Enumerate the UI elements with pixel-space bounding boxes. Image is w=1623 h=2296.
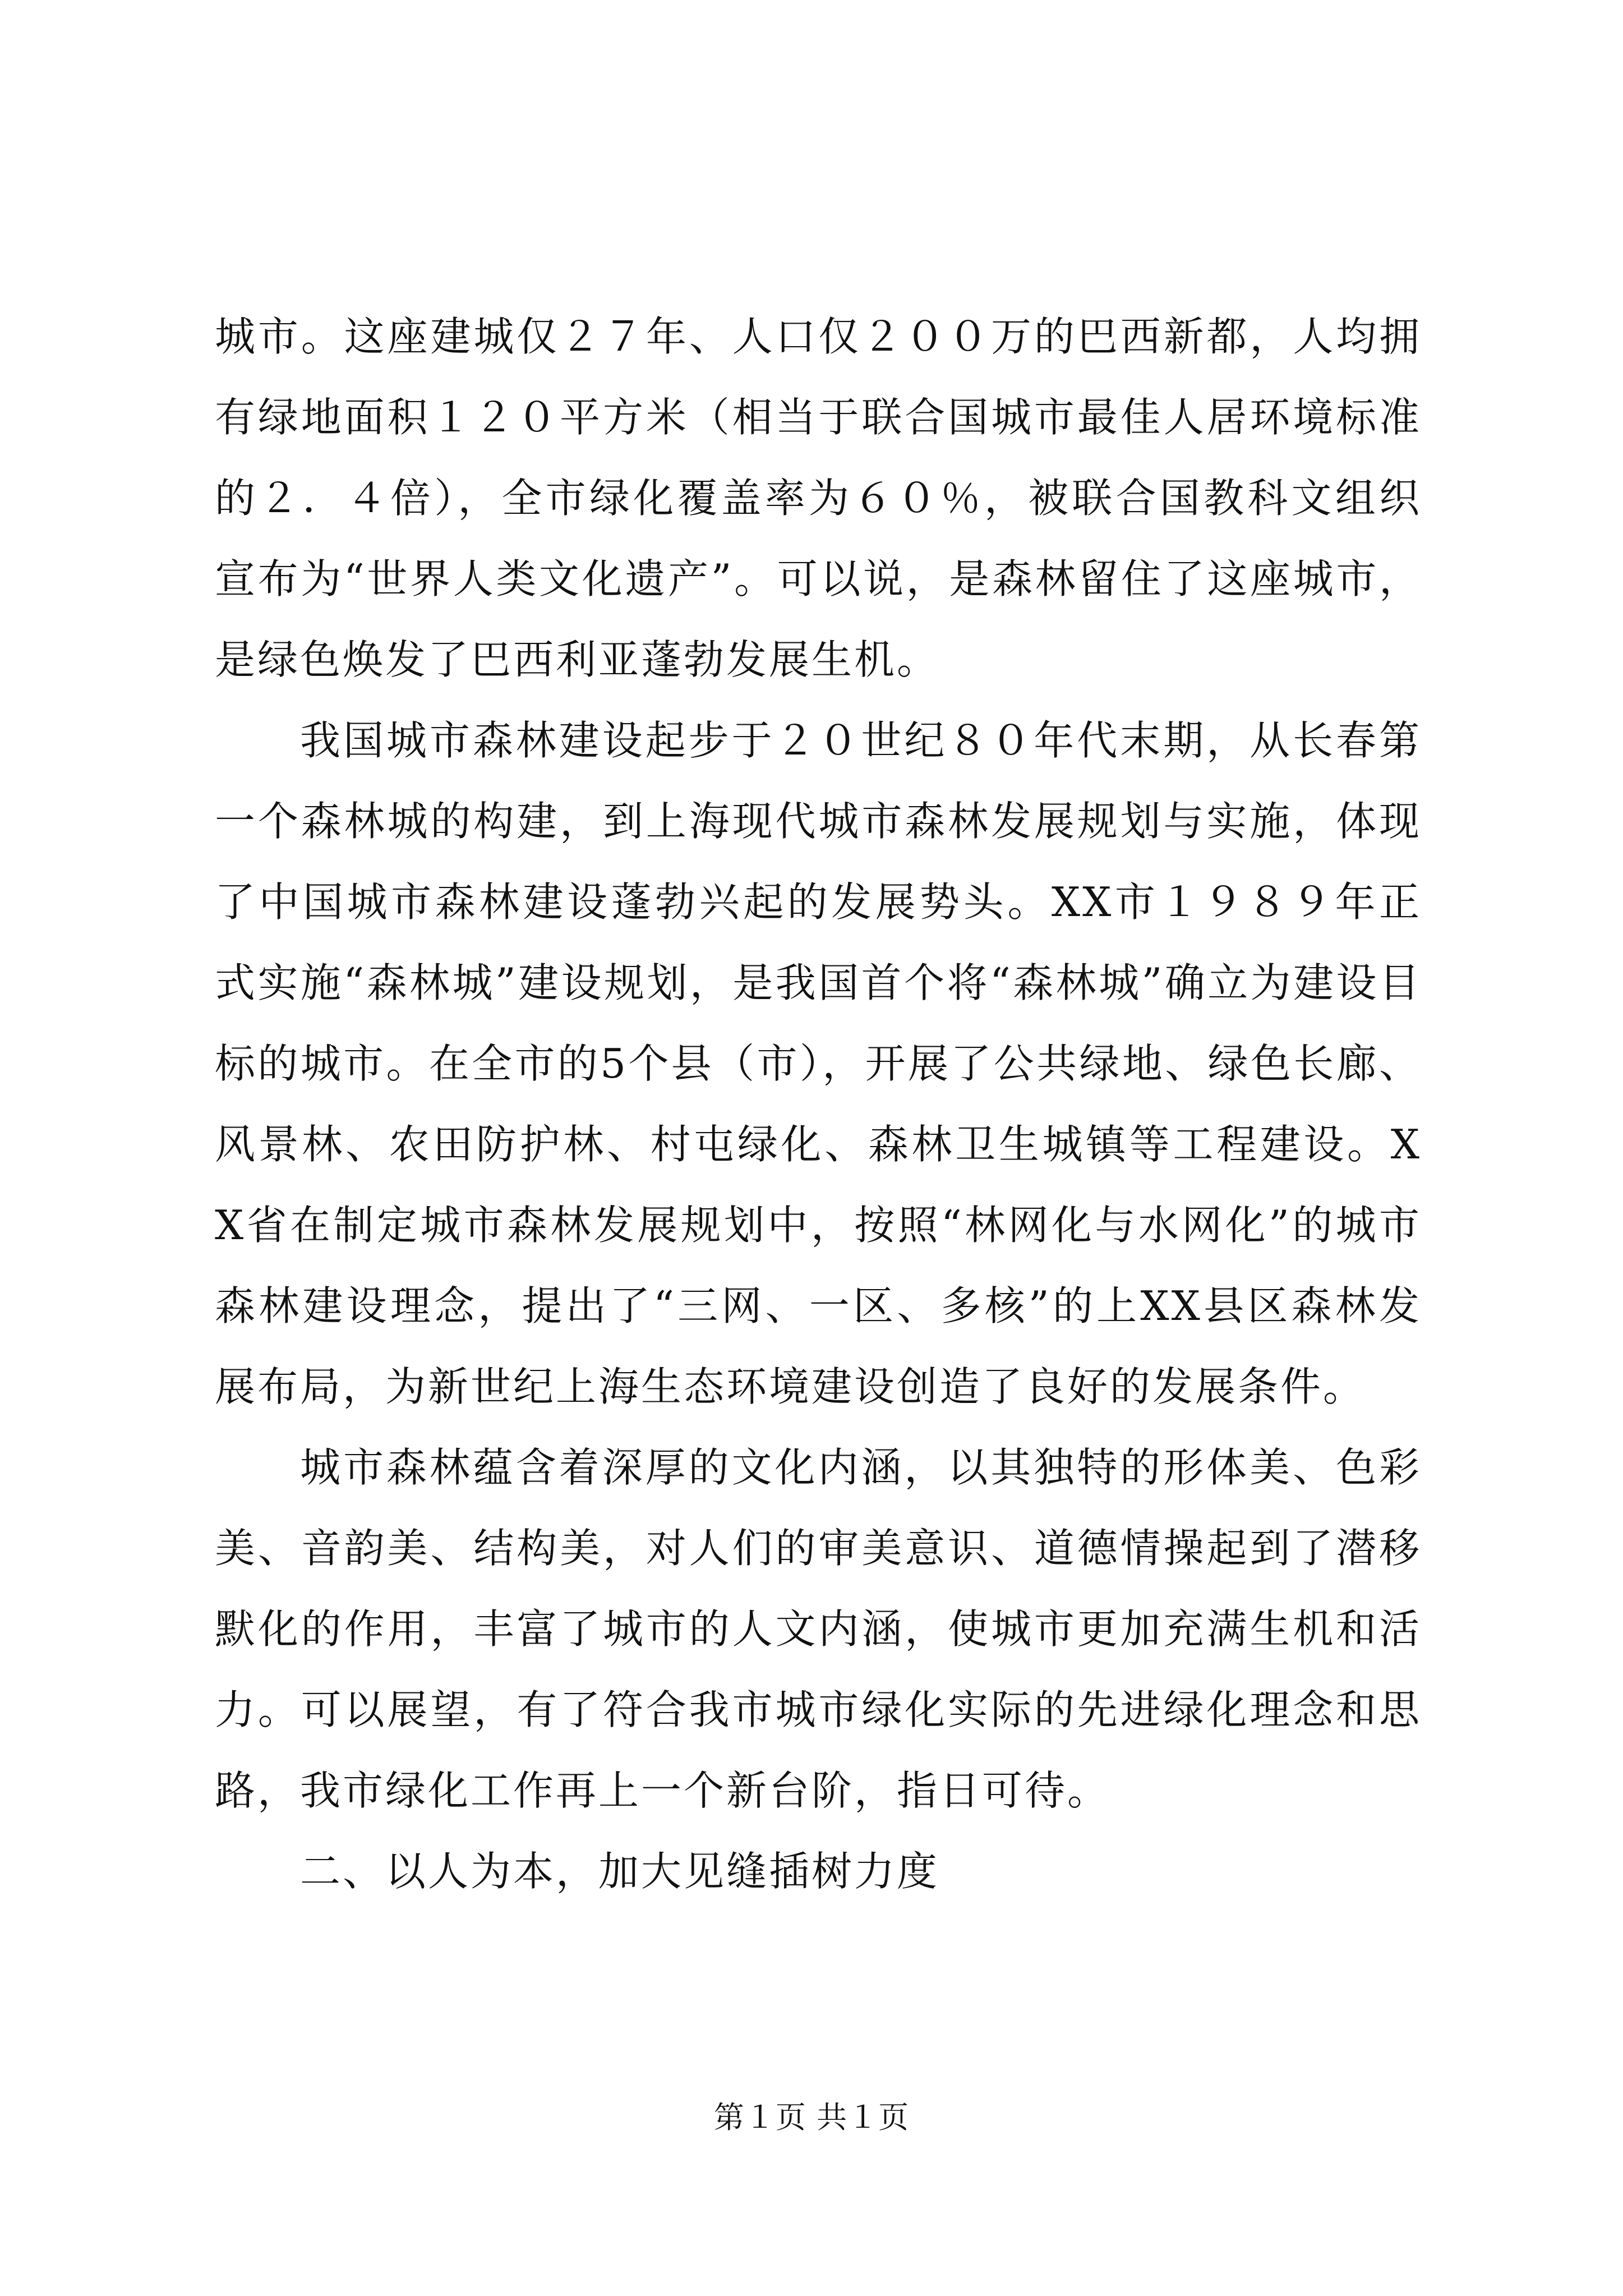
document-body [215, 296, 1422, 1912]
page-footer: 第１页 共１页 [713, 2100, 910, 2135]
section-heading: 二、以人为本，加大见缝插树力度 [300, 1848, 940, 1895]
paragraph-culture: 城市森林蕴含着深厚的文化内涵，以其独特的形体美、色彩美、音韵美、结构美，对人们的审美意识、道德情操起到了潜移默化的作用，丰富了城市的人文内涵，使城市更加充满生机和活力。可以展望，有了符合我市城市绿化实际的先进绿化理念和思路，我市绿化工作再上一个新台阶，指日可待。 [215, 1444, 1422, 1814]
paragraph-brasilia: 城市。这座建城仅２７年、人口仅２００万的巴西新都，人均拥有绿地面积１２０平方米（相当于联合国城市最佳人居环境标准的２．４倍），全市绿化覆盖率为６０％，被联合国教科文组织宣布为“世界人类文化遗产”。可以说，是森林留住了这座城市，是绿色焕发了巴西利亚蓬勃发展生机。 [215, 313, 1422, 683]
paragraph-china-urban-forest: 我国城市森林建设起步于２０世纪８０年代末期，从长春第一个森林城的构建，到上海现代城市森林发展规划与实施，体现了中国城市森林建设蓬勃兴起的发展势头。XX市１９８９年正式实施“森林城”建设规划，是我国首个将“森林城”确立为建设目标的城市。在全市的5个县（市），开展了公共绿地、绿色长廊、风景林、农田防护林、村屯绿化、森林卫生城镇等工程建设。XX省在制定城市森林发展规划中，按照“林网化与水网化”的城市森林建设理念，提出了“三网、一区、多核”的上XX县区森林发展布局，为新世纪上海生态环境建设创造了良好的发展条件。 [215, 717, 1422, 1410]
